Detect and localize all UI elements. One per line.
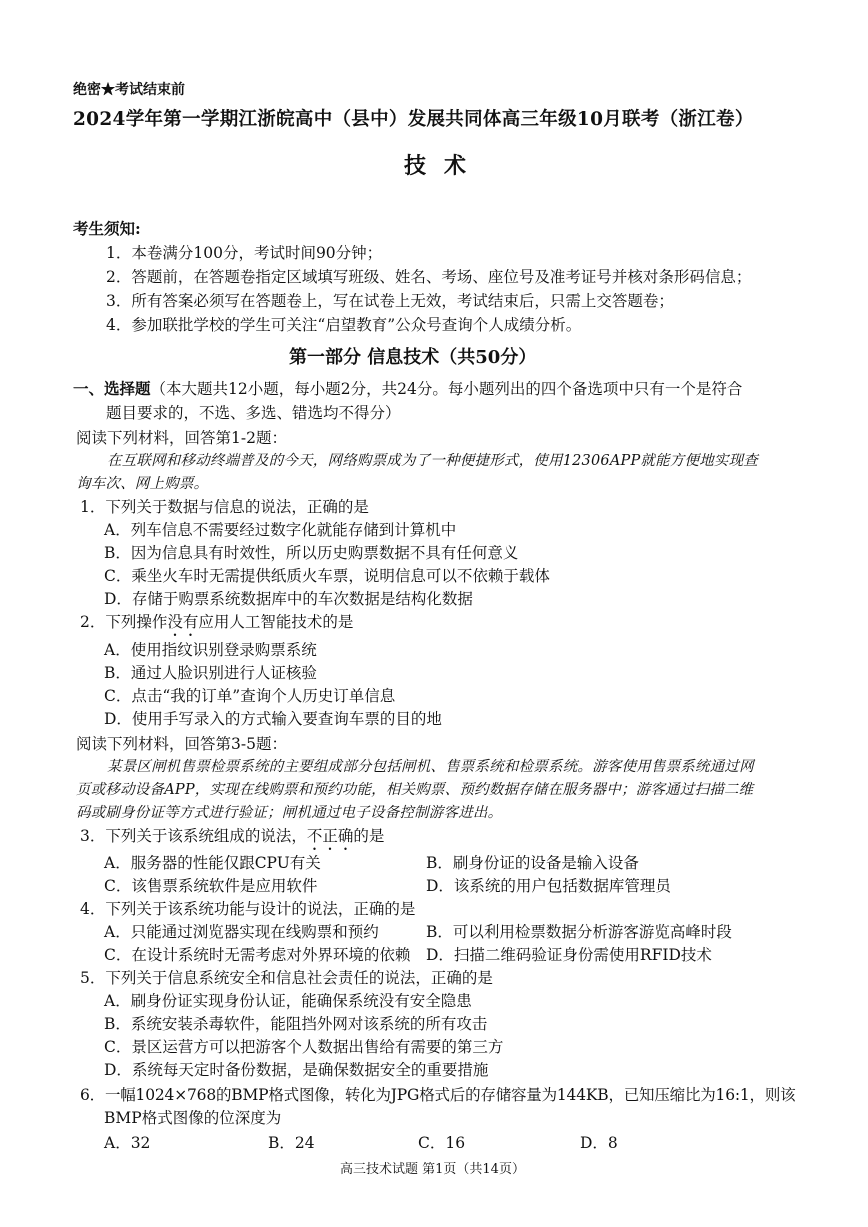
question-stem-cont: BMP格式图像的位深度为	[104, 1109, 282, 1127]
exam-title: 2024学年第一学期江浙皖高中（县中）发展共同体高三年级10月联考（浙江卷）	[73, 109, 754, 130]
option-b: B．24	[268, 1134, 315, 1152]
notice-heading: 考生须知:	[73, 219, 141, 238]
option-c: C．景区运营方可以把游客个人数据出售给有需要的第三方	[104, 1038, 504, 1056]
emphasis-mark: 不正确	[306, 827, 354, 845]
option-d: D．该系统的用户包括数据库管理员	[426, 877, 671, 895]
option-d: D．使用手写录入的方式输入要查询车票的目的地	[104, 710, 442, 728]
question-stem: 5．下列关于信息系统安全和信息社会责任的说法，正确的是	[80, 969, 493, 987]
option-c: C．该售票系统软件是应用软件	[104, 877, 318, 895]
section-header	[73, 379, 742, 399]
section-desc: （本大题共12小题，每小题2分，共24分。每小题列出的四个备选项中只有一个是符合	[150, 380, 743, 398]
question-stem	[80, 826, 384, 854]
emphasis-mark: 没有	[167, 613, 199, 631]
material-text: 页或移动设备APP，实现在线购票和预约功能，相关购票、预约数据存储在服务器中；游客通过扫描二维	[76, 782, 754, 798]
option-a: A．列车信息不需要经过数字化就能存储到计算机中	[104, 521, 457, 539]
option-d: D．系统每天定时备份数据，是确保数据安全的重要措施	[104, 1061, 489, 1079]
material-intro: 阅读下列材料，回答第1-2题：	[76, 429, 287, 447]
material-intro: 阅读下列材料，回答第3-5题：	[76, 735, 287, 753]
stem-text: 应用人工智能技术的是	[198, 613, 354, 631]
option-d: D．8	[580, 1134, 618, 1152]
notice-item: 1．本卷满分100分，考试时间90分钟；	[106, 244, 383, 262]
option-d: D．存储于购票系统数据库中的车次数据是结构化数据	[104, 590, 473, 608]
option-b: B．可以利用检票数据分析游客游览高峰时段	[426, 923, 732, 941]
option-c: C．乘坐火车时无需提供纸质火车票，说明信息可以不依赖于载体	[104, 567, 550, 585]
stem-text: 的是	[353, 827, 385, 845]
material-text: 某景区闸机售票检票系统的主要组成部分包括闸机、售票系统和检票系统。游客使用售票系统通过网	[107, 759, 754, 775]
material-text: 在互联网和移动终端普及的今天，网络购票成为了一种便捷形式，使用12306APP就能方便地实现查	[107, 453, 759, 469]
stem-text: 2．下列操作	[80, 613, 168, 631]
option-b: B．系统安装杀毒软件，能阻挡外网对该系统的所有攻击	[104, 1015, 488, 1033]
secret-label: 绝密★考试结束前	[73, 82, 185, 98]
option-a: A．使用指纹识别登录购票系统	[104, 641, 317, 659]
option-a: A．刷身份证实现身份认证，能确保系统没有安全隐患	[104, 992, 472, 1010]
stem-text: 3．下列关于该系统组成的说法，	[80, 827, 307, 845]
option-c: C．在设计系统时无需考虑对外界环境的依赖	[104, 946, 411, 964]
material-text: 询车次、网上购票。	[76, 476, 209, 492]
section-head: 一、选择题	[73, 379, 151, 398]
option-d: D．扫描二维码验证身份需使用RFID技术	[426, 946, 712, 964]
material-text: 码或刷身份证等方式进行验证；闸机通过电子设备控制游客进出。	[76, 805, 503, 821]
option-a: A．服务器的性能仅跟CPU有关	[104, 854, 321, 872]
option-a: A．只能通过浏览器实现在线购票和预约	[104, 923, 379, 941]
question-stem: 6．一幅1024×768的BMP格式图像，转化为JPG格式后的存储容量为144KB，已知压缩比为16:1，则该	[80, 1086, 796, 1104]
question-stem: 4．下列关于该系统功能与设计的说法，正确的是	[80, 900, 416, 918]
question-stem	[80, 612, 353, 640]
option-c: C．16	[418, 1134, 466, 1152]
section-desc-cont: 题目要求的，不选、多选、错选均不得分）	[106, 404, 401, 422]
option-b: B．刷身份证的设备是输入设备	[426, 854, 639, 872]
notice-item: 2．答题前，在答题卷指定区域填写班级、姓名、考场、座位号及准考证号并核对条形码信息；	[106, 268, 752, 286]
option-c: C．点击“我的订单”查询个人历史订单信息	[104, 687, 396, 705]
part-title: 第一部分 信息技术（共50分）	[289, 347, 537, 368]
question-stem: 1．下列关于数据与信息的说法，正确的是	[80, 498, 369, 516]
subject-title: 技术	[404, 153, 485, 179]
option-a: A．32	[104, 1134, 151, 1152]
page-footer: 高三技术试题 第1页（共14页）	[340, 1162, 525, 1177]
option-b: B．因为信息具有时效性，所以历史购票数据不具有任何意义	[104, 544, 519, 562]
notice-item: 3．所有答案必须写在答题卷上，写在试卷上无效，考试结束后，只需上交答题卷；	[106, 292, 674, 310]
option-b: B．通过人脸识别进行人证核验	[104, 664, 317, 682]
notice-item: 4．参加联批学校的学生可关注“启望教育”公众号查询个人成绩分析。	[106, 316, 582, 334]
